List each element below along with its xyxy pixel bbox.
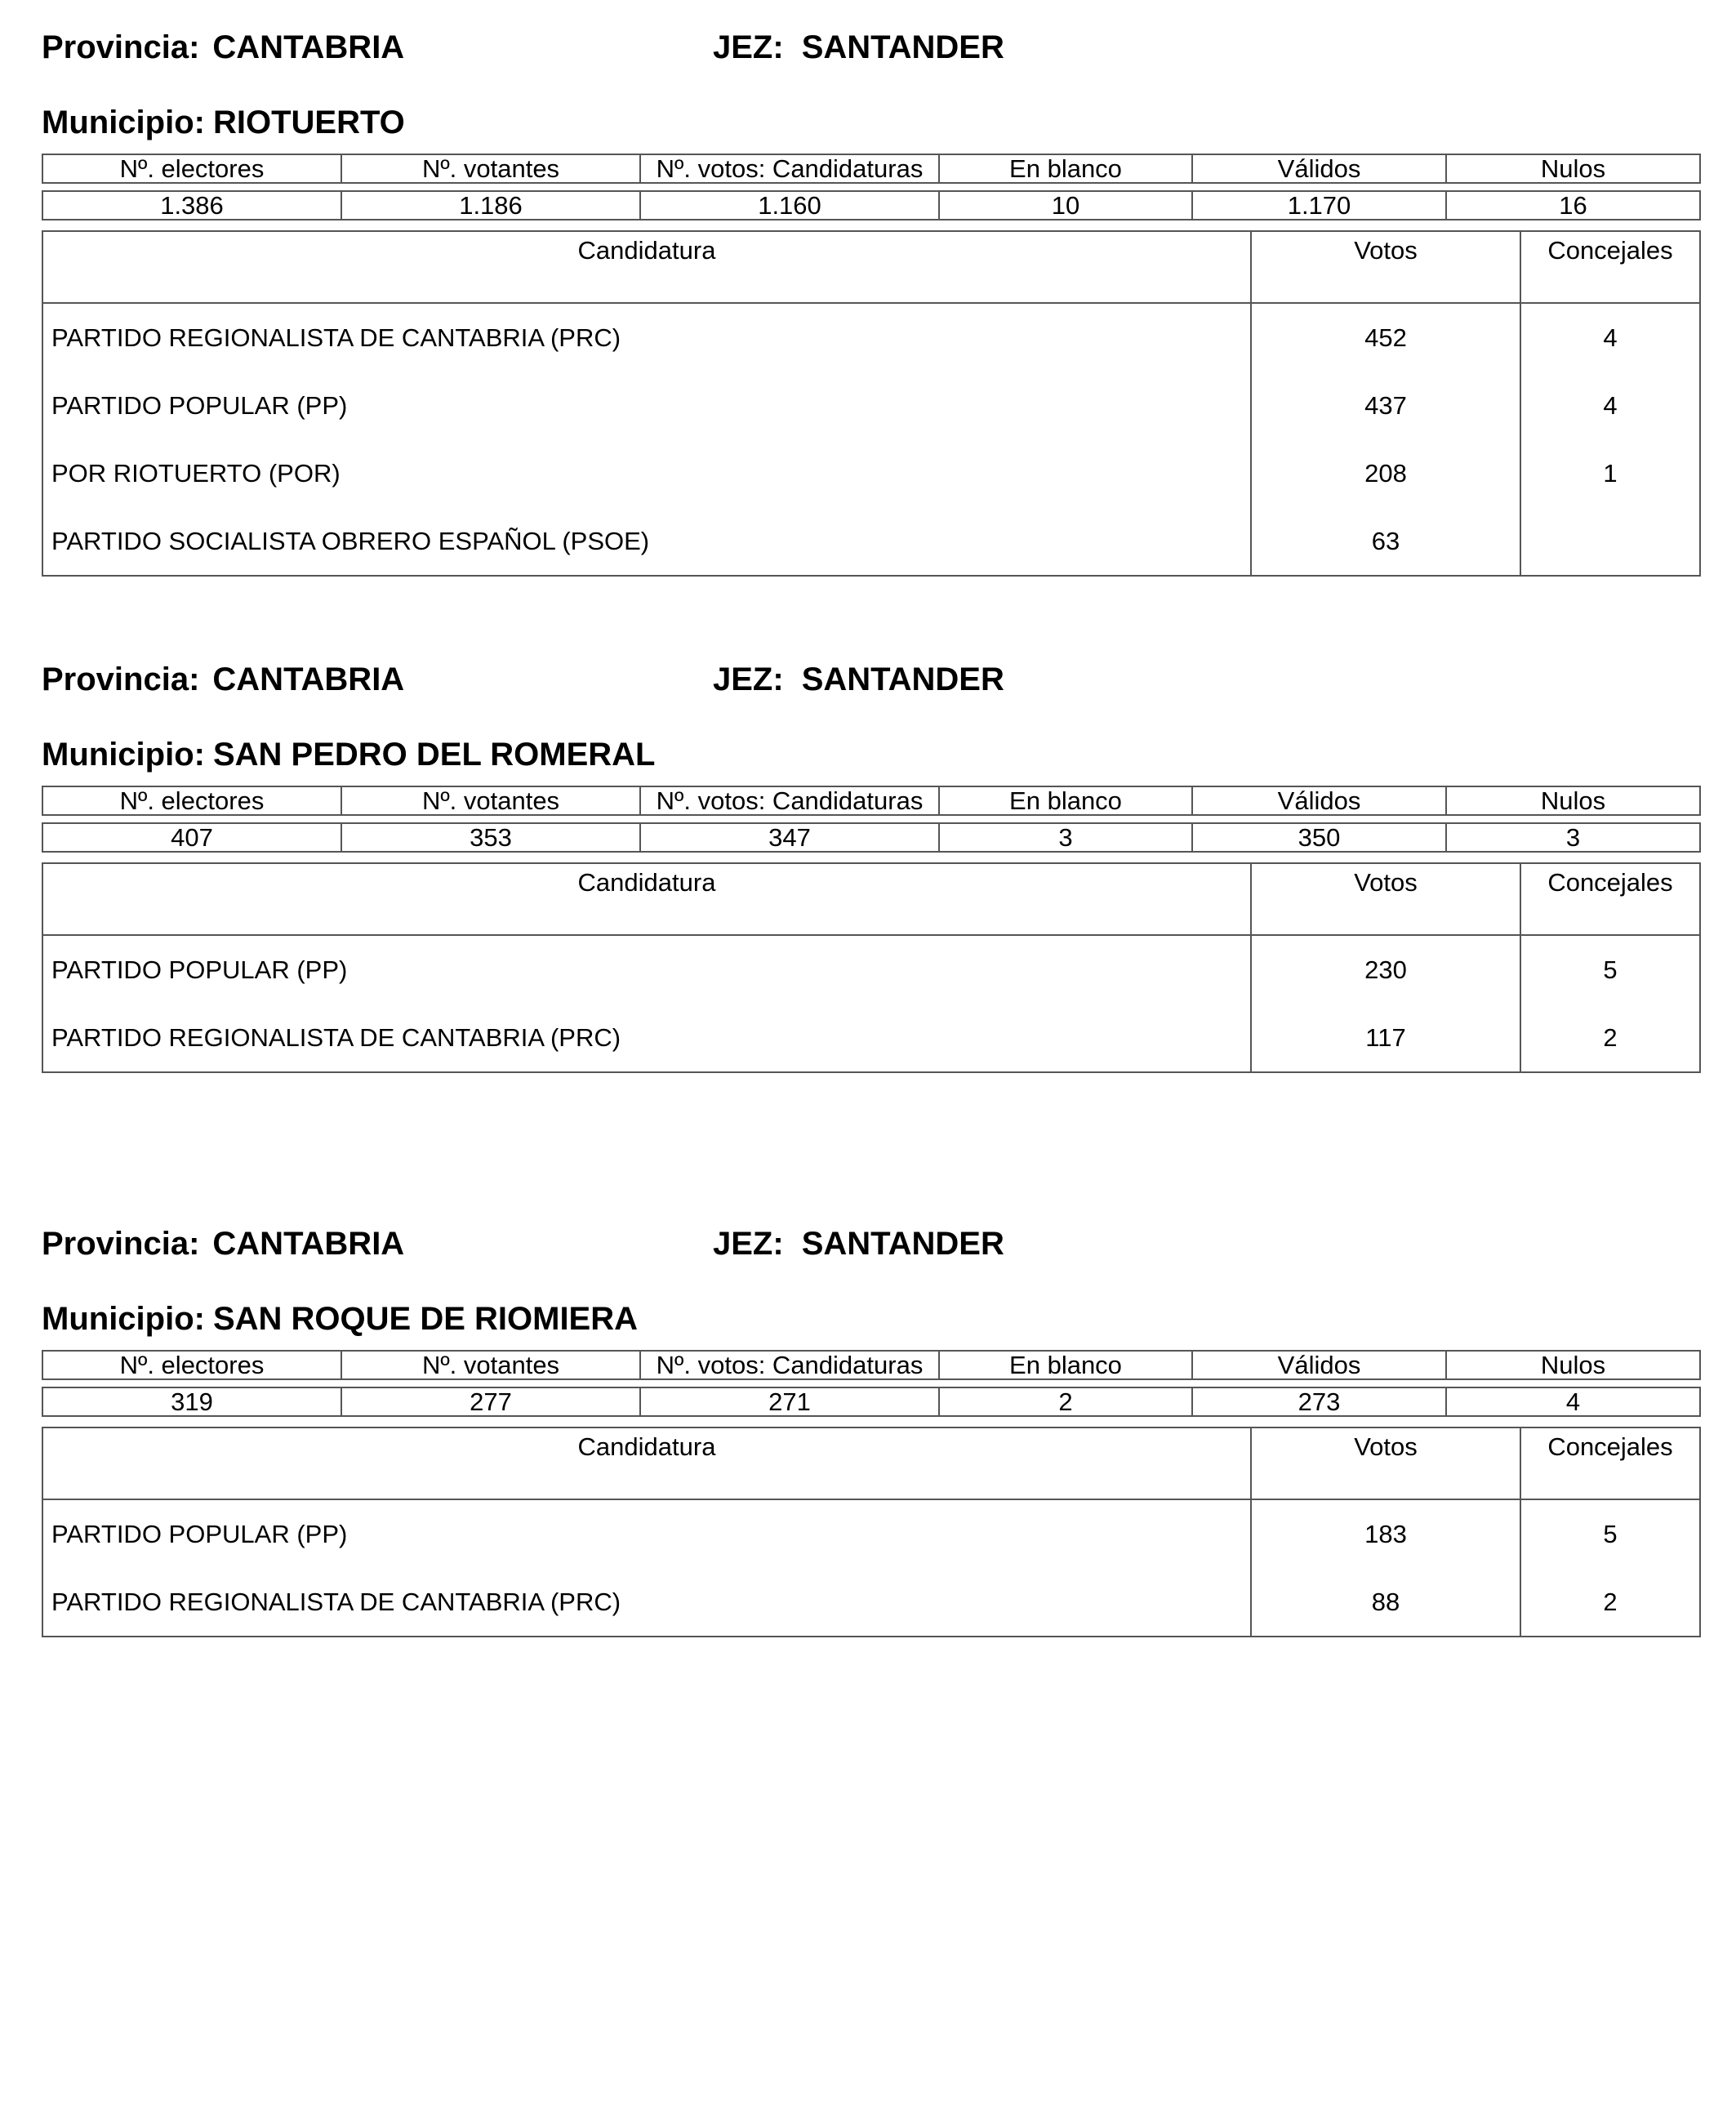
party-concejales: [1520, 507, 1700, 576]
party-votos: 437: [1251, 372, 1520, 439]
municipio-label: Municipio:: [42, 737, 205, 773]
stats-value-row: [42, 823, 1700, 852]
jez-value: SANTANDER: [801, 661, 1004, 697]
stats-value-votos-candidaturas: 271: [640, 1387, 939, 1416]
party-concejales: 2: [1520, 1568, 1700, 1637]
stats-header-en-blanco: En blanco: [939, 154, 1192, 183]
provincia-value: CANTABRIA: [212, 29, 405, 65]
stats-header-votantes: Nº. votantes: [341, 154, 640, 183]
party-name: PARTIDO REGIONALISTA DE CANTABRIA (PRC): [42, 1568, 1251, 1637]
party-name: PARTIDO POPULAR (PP): [42, 1499, 1251, 1568]
jez-heading: [713, 663, 1004, 696]
jez-label: JEZ:: [713, 661, 784, 697]
party-name: PARTIDO REGIONALISTA DE CANTABRIA (PRC): [42, 1004, 1251, 1072]
stats-value-validos: 273: [1192, 1387, 1446, 1416]
stats-value-votos-candidaturas: 347: [640, 823, 939, 852]
stats-header-en-blanco: En blanco: [939, 786, 1192, 815]
stats-value-electores: 319: [42, 1387, 341, 1416]
party-name: PARTIDO SOCIALISTA OBRERO ESPAÑOL (PSOE): [42, 507, 1251, 576]
stats-header-electores: Nº. electores: [42, 154, 341, 183]
results-row: [42, 372, 1700, 439]
results-header-row: [42, 1427, 1700, 1499]
results-table: [42, 1427, 1701, 1637]
stats-header-validos: Válidos: [1192, 786, 1446, 815]
provincia-value: CANTABRIA: [212, 661, 405, 697]
municipio-heading: [42, 106, 405, 139]
party-votos: 63: [1251, 507, 1520, 576]
stats-header-nulos: Nulos: [1446, 786, 1700, 815]
municipio-heading: [42, 738, 656, 771]
stats-value-en-blanco: 2: [939, 1387, 1192, 1416]
provincia-value: CANTABRIA: [212, 1226, 405, 1262]
party-name: PARTIDO POPULAR (PP): [42, 935, 1251, 1004]
results-row: [42, 935, 1700, 1004]
stats-value-row: [42, 191, 1700, 220]
stats-header-validos: Válidos: [1192, 1351, 1446, 1379]
municipio-value: SAN ROQUE DE RIOMIERA: [212, 1301, 639, 1337]
provincia-label: Provincia:: [42, 1226, 200, 1262]
results-header-votos: Votos: [1251, 231, 1520, 303]
party-concejales: 2: [1520, 1004, 1700, 1072]
results-header-concejales: Concejales: [1520, 863, 1700, 935]
party-name: PARTIDO REGIONALISTA DE CANTABRIA (PRC): [42, 303, 1251, 372]
provincia-heading: [42, 1227, 404, 1260]
party-concejales: 5: [1520, 1499, 1700, 1568]
party-votos: 117: [1251, 1004, 1520, 1072]
stats-value-votantes: 277: [341, 1387, 640, 1416]
stats-value-electores: 407: [42, 823, 341, 852]
results-row: [42, 1568, 1700, 1637]
municipio-value: RIOTUERTO: [212, 105, 405, 140]
jez-heading: [713, 31, 1004, 64]
results-header-concejales: Concejales: [1520, 231, 1700, 303]
provincia-heading: [42, 663, 404, 696]
results-header-candidatura: Candidatura: [42, 231, 1251, 303]
party-votos: 208: [1251, 439, 1520, 507]
results-row: [42, 303, 1700, 372]
stats-value-votantes: 353: [341, 823, 640, 852]
stats-value-electores: 1.386: [42, 191, 341, 220]
results-row: [42, 439, 1700, 507]
stats-value-en-blanco: 10: [939, 191, 1192, 220]
stats-value-nulos: 3: [1446, 823, 1700, 852]
stats-header-row: [42, 154, 1700, 183]
party-concejales: 4: [1520, 303, 1700, 372]
party-votos: 183: [1251, 1499, 1520, 1568]
jez-value: SANTANDER: [801, 1226, 1004, 1262]
stats-header-nulos: Nulos: [1446, 1351, 1700, 1379]
municipio-label: Municipio:: [42, 1301, 205, 1337]
stats-value-validos: 350: [1192, 823, 1446, 852]
municipio-label: Municipio:: [42, 105, 205, 140]
party-name: POR RIOTUERTO (POR): [42, 439, 1251, 507]
jez-label: JEZ:: [713, 1226, 784, 1262]
stats-value-row: [42, 1387, 1700, 1416]
stats-spacer: [42, 183, 1700, 191]
stats-header-electores: Nº. electores: [42, 786, 341, 815]
jez-heading: [713, 1227, 1004, 1260]
stats-table: [42, 1350, 1701, 1417]
provincia-label: Provincia:: [42, 661, 200, 697]
jez-label: JEZ:: [713, 29, 784, 65]
party-name: PARTIDO POPULAR (PP): [42, 372, 1251, 439]
stats-value-votos-candidaturas: 1.160: [640, 191, 939, 220]
stats-spacer: [42, 815, 1700, 823]
stats-header-row: [42, 1351, 1700, 1379]
stats-header-votos-candidaturas: Nº. votos: Candidaturas: [640, 154, 939, 183]
provincia-label: Provincia:: [42, 29, 200, 65]
party-concejales: 5: [1520, 935, 1700, 1004]
results-header-candidatura: Candidatura: [42, 1427, 1251, 1499]
stats-value-nulos: 4: [1446, 1387, 1700, 1416]
municipality-section-san-pedro-del-romeral: [42, 660, 1699, 1117]
party-votos: 230: [1251, 935, 1520, 1004]
stats-spacer: [42, 1379, 1700, 1387]
stats-table: [42, 154, 1701, 220]
results-header-votos: Votos: [1251, 863, 1520, 935]
stats-value-nulos: 16: [1446, 191, 1700, 220]
party-concejales: 4: [1520, 372, 1700, 439]
party-votos: 88: [1251, 1568, 1520, 1637]
party-votos: 452: [1251, 303, 1520, 372]
results-header-row: [42, 863, 1700, 935]
stats-header-votantes: Nº. votantes: [341, 1351, 640, 1379]
party-concejales: 1: [1520, 439, 1700, 507]
provincia-heading: [42, 31, 404, 64]
results-header-candidatura: Candidatura: [42, 863, 1251, 935]
municipality-section-san-roque-de-riomiera: [42, 1224, 1699, 1681]
results-header-votos: Votos: [1251, 1427, 1520, 1499]
results-row: [42, 1004, 1700, 1072]
results-table: [42, 862, 1701, 1073]
municipality-section-riotuerto: [42, 28, 1699, 620]
stats-header-row: [42, 786, 1700, 815]
stats-header-nulos: Nulos: [1446, 154, 1700, 183]
stats-header-votantes: Nº. votantes: [341, 786, 640, 815]
stats-value-validos: 1.170: [1192, 191, 1446, 220]
stats-header-votos-candidaturas: Nº. votos: Candidaturas: [640, 786, 939, 815]
results-header-row: [42, 231, 1700, 303]
results-table: [42, 230, 1701, 577]
stats-header-electores: Nº. electores: [42, 1351, 341, 1379]
municipio-value: SAN PEDRO DEL ROMERAL: [212, 737, 656, 773]
stats-header-en-blanco: En blanco: [939, 1351, 1192, 1379]
stats-value-en-blanco: 3: [939, 823, 1192, 852]
results-row: [42, 507, 1700, 576]
stats-table: [42, 786, 1701, 853]
stats-value-votantes: 1.186: [341, 191, 640, 220]
results-row: [42, 1499, 1700, 1568]
municipio-heading: [42, 1303, 638, 1335]
results-header-concejales: Concejales: [1520, 1427, 1700, 1499]
stats-header-validos: Válidos: [1192, 154, 1446, 183]
jez-value: SANTANDER: [801, 29, 1004, 65]
stats-header-votos-candidaturas: Nº. votos: Candidaturas: [640, 1351, 939, 1379]
